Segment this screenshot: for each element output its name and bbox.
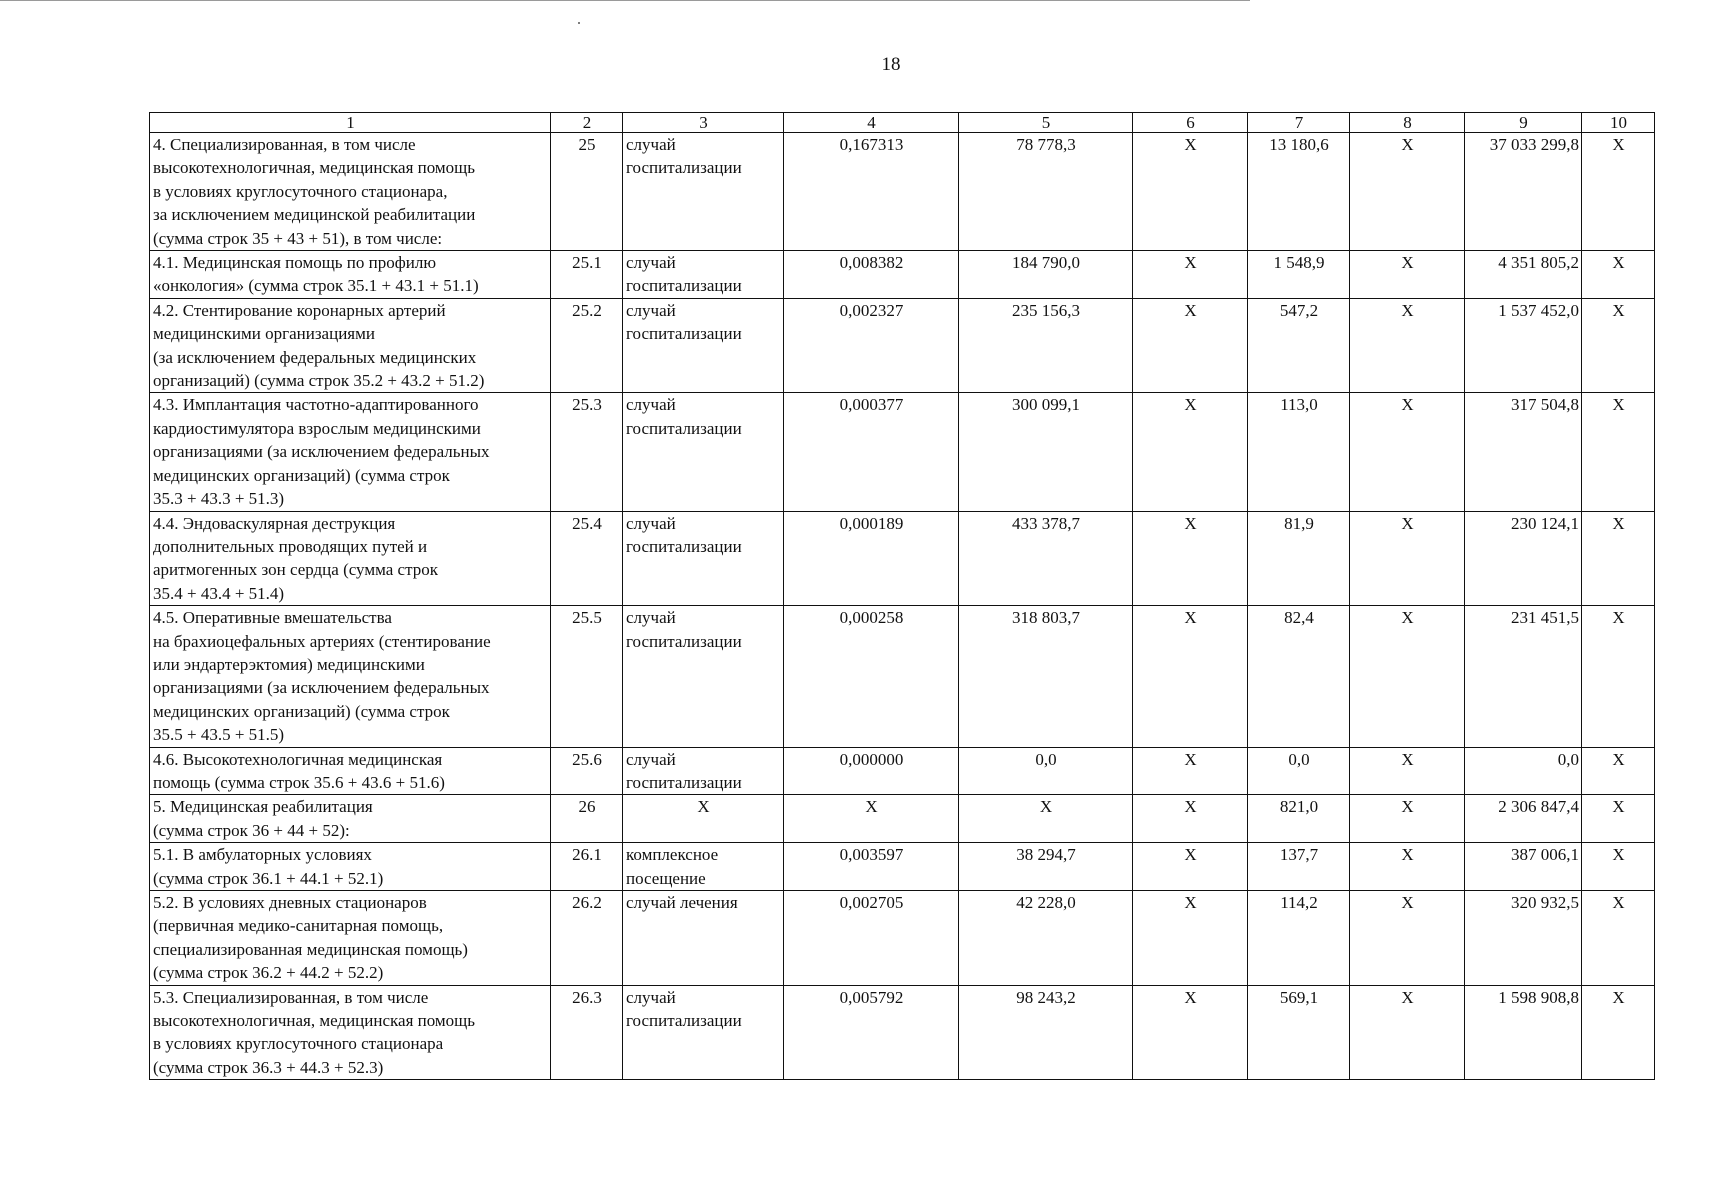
unit-line: госпитализации [626, 536, 742, 556]
indicator-name-line: (сумма строк 36.2 + 44.2 + 52.2) [153, 963, 384, 983]
indicator-name-line: специализированная медицинская помощь) [153, 939, 468, 959]
col8-cell: X [1350, 251, 1465, 299]
indicator-name-line: кардиостимулятора взрослым медицинскими [153, 418, 481, 438]
col10-cell: X [1582, 511, 1655, 606]
indicator-name-line: на брахиоцефальных артериях (стентирование [153, 631, 491, 651]
col10-cell: X [1582, 795, 1655, 843]
total-cell: 2 306 847,4 [1465, 795, 1582, 843]
col7-cell: 81,9 [1248, 511, 1350, 606]
total-cell: 1 598 908,8 [1465, 985, 1582, 1080]
indicator-name-line: медицинскими организациями [153, 324, 375, 344]
rate-cell: 0,002705 [784, 891, 959, 986]
col10-cell: X [1582, 891, 1655, 986]
indicator-name-line: в условиях круглосуточного стационара [153, 1034, 444, 1054]
row-number-cell: 25.5 [551, 606, 623, 747]
table-row [150, 891, 1655, 986]
col8-cell: X [1350, 133, 1465, 251]
indicator-name-line: высокотехнологичная, медицинская помощь [153, 158, 476, 178]
indicator-name-line: высокотехнологичная, медицинская помощь [153, 1011, 476, 1031]
unit-line: случай [626, 253, 676, 273]
table-row [150, 795, 1655, 843]
col10-cell: X [1582, 985, 1655, 1080]
indicator-name-line: 4.1. Медицинская помощь по профилю [153, 253, 437, 273]
col7-cell: 821,0 [1248, 795, 1350, 843]
indicator-name-line: 4.5. Оперативные вмешательства [153, 608, 392, 628]
row-number-cell: 25.2 [551, 298, 623, 393]
unit-line: госпитализации [626, 158, 742, 178]
unit-line: случай [626, 608, 676, 628]
header-cell-4: 4 [784, 113, 959, 133]
total-cell: 1 537 452,0 [1465, 298, 1582, 393]
table-row [150, 298, 1655, 393]
col8-cell: X [1350, 393, 1465, 511]
unit-line: случай [626, 749, 676, 769]
header-cell-2: 2 [551, 113, 623, 133]
indicator-name-line: 4.3. Имплантация частотно-адаптированного [153, 395, 479, 415]
cost-cell: 0,0 [959, 747, 1133, 795]
col8-cell: X [1350, 795, 1465, 843]
scan-speck [578, 22, 580, 24]
indicator-name-line: организациями (за исключением федеральных [153, 442, 490, 462]
table-row [150, 843, 1655, 891]
indicator-name-line: дополнительных проводящих путей и [153, 536, 428, 556]
col6-cell: X [1133, 298, 1248, 393]
total-cell: 320 932,5 [1465, 891, 1582, 986]
indicator-name-line: 5. Медицинская реабилитация [153, 797, 373, 817]
cost-cell: 42 228,0 [959, 891, 1133, 986]
unit-cell [623, 393, 784, 511]
table-row [150, 511, 1655, 606]
cost-cell: X [959, 795, 1133, 843]
col6-cell: X [1133, 843, 1248, 891]
indicator-name-line: медицинских организаций) (сумма строк [153, 465, 450, 485]
unit-line: госпитализации [626, 418, 742, 438]
table-row [150, 747, 1655, 795]
col7-cell: 137,7 [1248, 843, 1350, 891]
cost-cell: 184 790,0 [959, 251, 1133, 299]
col8-cell: X [1350, 606, 1465, 747]
table-row [150, 606, 1655, 747]
col6-cell: X [1133, 393, 1248, 511]
cost-cell: 78 778,3 [959, 133, 1133, 251]
indicator-name-line: организациями (за исключением федеральных [153, 678, 490, 698]
indicator-name-line: 5.3. Специализированная, в том числе [153, 987, 429, 1007]
indicator-name-line: или эндартерэктомия) медицинскими [153, 654, 425, 674]
indicator-name-line: помощь (сумма строк 35.6 + 43.6 + 51.6) [153, 772, 445, 792]
unit-cell [623, 843, 784, 891]
cost-cell: 433 378,7 [959, 511, 1133, 606]
unit-line: посещение [626, 868, 706, 888]
unit-cell [623, 298, 784, 393]
unit-line: случай [626, 300, 676, 320]
rate-cell: 0,000377 [784, 393, 959, 511]
col6-cell: X [1133, 511, 1248, 606]
header-cell-6: 6 [1133, 113, 1248, 133]
unit-line: госпитализации [626, 276, 742, 296]
col6-cell: X [1133, 891, 1248, 986]
rate-cell: 0,002327 [784, 298, 959, 393]
unit-cell [623, 251, 784, 299]
row-number-cell: 25.4 [551, 511, 623, 606]
indicator-name-cell [150, 843, 551, 891]
indicator-name-line: (за исключением федеральных медицинских [153, 347, 477, 367]
col10-cell: X [1582, 393, 1655, 511]
rate-cell: 0,008382 [784, 251, 959, 299]
row-number-cell: 26.3 [551, 985, 623, 1080]
unit-cell [623, 606, 784, 747]
indicator-name-cell [150, 298, 551, 393]
indicator-name-line: «онкология» (сумма строк 35.1 + 43.1 + 51.1) [153, 276, 479, 296]
col7-cell: 547,2 [1248, 298, 1350, 393]
rate-cell: 0,005792 [784, 985, 959, 1080]
indicator-name-line: 5.2. В условиях дневных стационаров [153, 893, 427, 912]
col7-cell: 113,0 [1248, 393, 1350, 511]
indicator-name-line: за исключением медицинской реабилитации [153, 205, 476, 225]
header-cell-1: 1 [150, 113, 551, 133]
rate-cell: 0,000000 [784, 747, 959, 795]
scan-top-edge [0, 0, 1250, 1]
total-cell: 317 504,8 [1465, 393, 1582, 511]
cost-cell: 98 243,2 [959, 985, 1133, 1080]
col6-cell: X [1133, 133, 1248, 251]
document-sheet [149, 112, 1655, 1080]
col8-cell: X [1350, 891, 1465, 986]
total-cell: 387 006,1 [1465, 843, 1582, 891]
unit-line: случай [626, 987, 676, 1007]
page-number: 18 [881, 54, 901, 75]
total-cell: 37 033 299,8 [1465, 133, 1582, 251]
indicator-name-cell [150, 795, 551, 843]
unit-cell [623, 985, 784, 1080]
header-cell-3: 3 [623, 113, 784, 133]
indicator-name-cell [150, 251, 551, 299]
col7-cell: 114,2 [1248, 891, 1350, 986]
header-cell-7: 7 [1248, 113, 1350, 133]
col8-cell: X [1350, 747, 1465, 795]
unit-line: комплексное [626, 845, 719, 865]
row-number-cell: 25.3 [551, 393, 623, 511]
indicator-name-line: 4.6. Высокотехнологичная медицинская [153, 749, 443, 769]
rate-cell: 0,167313 [784, 133, 959, 251]
indicator-name-line: (первичная медико-санитарная помощь, [153, 916, 444, 936]
col6-cell: X [1133, 985, 1248, 1080]
rate-cell: 0,000258 [784, 606, 959, 747]
indicator-name-cell [150, 511, 551, 606]
table-row [150, 251, 1655, 299]
unit-line: госпитализации [626, 772, 742, 792]
table-row [150, 393, 1655, 511]
table-row [150, 985, 1655, 1080]
unit-line: госпитализации [626, 631, 742, 651]
col8-cell: X [1350, 298, 1465, 393]
col8-cell: X [1350, 843, 1465, 891]
indicator-name-line: (сумма строк 36.3 + 44.3 + 52.3) [153, 1057, 384, 1077]
indicator-name-line: 4.2. Стентирование коронарных артерий [153, 300, 446, 320]
cost-cell: 300 099,1 [959, 393, 1133, 511]
header-cell-5: 5 [959, 113, 1133, 133]
indicator-name-cell [150, 606, 551, 747]
indicator-name-cell [150, 133, 551, 251]
col6-cell: X [1133, 795, 1248, 843]
row-number-cell: 26 [551, 795, 623, 843]
row-number-cell: 25 [551, 133, 623, 251]
unit-line: случай [626, 395, 676, 415]
indicator-name-line: (сумма строк 36.1 + 44.1 + 52.1) [153, 868, 384, 888]
rate-cell: 0,003597 [784, 843, 959, 891]
col6-cell: X [1133, 747, 1248, 795]
indicator-name-line: медицинских организаций) (сумма строк [153, 701, 450, 721]
row-number-cell: 26.1 [551, 843, 623, 891]
unit-line: госпитализации [626, 1011, 742, 1031]
col8-cell: X [1350, 511, 1465, 606]
cost-cell: 38 294,7 [959, 843, 1133, 891]
indicator-name-line: (сумма строк 35 + 43 + 51), в том числе: [153, 228, 443, 248]
header-cell-8: 8 [1350, 113, 1465, 133]
indicator-name-line: 5.1. В амбулаторных условиях [153, 845, 372, 865]
indicator-name-line: 35.4 + 43.4 + 51.4) [153, 583, 285, 603]
col7-cell: 82,4 [1248, 606, 1350, 747]
row-number-cell: 26.2 [551, 891, 623, 986]
unit-cell [623, 747, 784, 795]
col7-cell: 0,0 [1248, 747, 1350, 795]
cost-cell: 235 156,3 [959, 298, 1133, 393]
col10-cell: X [1582, 298, 1655, 393]
row-number-cell: 25.1 [551, 251, 623, 299]
row-number-cell: 25.6 [551, 747, 623, 795]
unit-line: X [697, 797, 710, 817]
indicator-name-line: 35.3 + 43.3 + 51.3) [153, 489, 285, 509]
unit-line: госпитализации [626, 324, 742, 344]
unit-cell [623, 795, 784, 843]
col10-cell: X [1582, 843, 1655, 891]
indicator-name-line: аритмогенных зон сердца (сумма строк [153, 560, 438, 580]
indicator-name-line: организаций) (сумма строк 35.2 + 43.2 + 51.2) [153, 371, 485, 391]
col10-cell: X [1582, 606, 1655, 747]
unit-cell [623, 133, 784, 251]
indicator-name-line: (сумма строк 36 + 44 + 52): [153, 820, 350, 840]
indicator-name-cell [150, 891, 551, 986]
unit-cell [623, 511, 784, 606]
col8-cell: X [1350, 985, 1465, 1080]
indicator-name-cell [150, 985, 551, 1080]
table-body [150, 113, 1655, 1080]
total-cell: 230 124,1 [1465, 511, 1582, 606]
total-cell: 231 451,5 [1465, 606, 1582, 747]
data-table [149, 112, 1655, 1080]
total-cell: 4 351 805,2 [1465, 251, 1582, 299]
unit-line: случай [626, 513, 676, 533]
col6-cell: X [1133, 251, 1248, 299]
rate-cell: 0,000189 [784, 511, 959, 606]
total-cell: 0,0 [1465, 747, 1582, 795]
unit-line: случай [626, 135, 676, 154]
col7-cell: 569,1 [1248, 985, 1350, 1080]
header-row [150, 113, 1655, 133]
cost-cell: 318 803,7 [959, 606, 1133, 747]
rate-cell: X [784, 795, 959, 843]
unit-cell [623, 891, 784, 986]
indicator-name-line: 4. Специализированная, в том числе [153, 135, 416, 154]
indicator-name-line: 4.4. Эндоваскулярная деструкция [153, 513, 396, 533]
indicator-name-line: в условиях круглосуточного стационара, [153, 181, 448, 201]
indicator-name-cell [150, 747, 551, 795]
col10-cell: X [1582, 133, 1655, 251]
header-cell-9: 9 [1465, 113, 1582, 133]
col7-cell: 13 180,6 [1248, 133, 1350, 251]
table-row [150, 133, 1655, 251]
indicator-name-cell [150, 393, 551, 511]
indicator-name-line: 35.5 + 43.5 + 51.5) [153, 725, 285, 745]
col10-cell: X [1582, 251, 1655, 299]
unit-line: случай лечения [626, 893, 738, 912]
col6-cell: X [1133, 606, 1248, 747]
col10-cell: X [1582, 747, 1655, 795]
col7-cell: 1 548,9 [1248, 251, 1350, 299]
header-cell-10: 10 [1582, 113, 1655, 133]
